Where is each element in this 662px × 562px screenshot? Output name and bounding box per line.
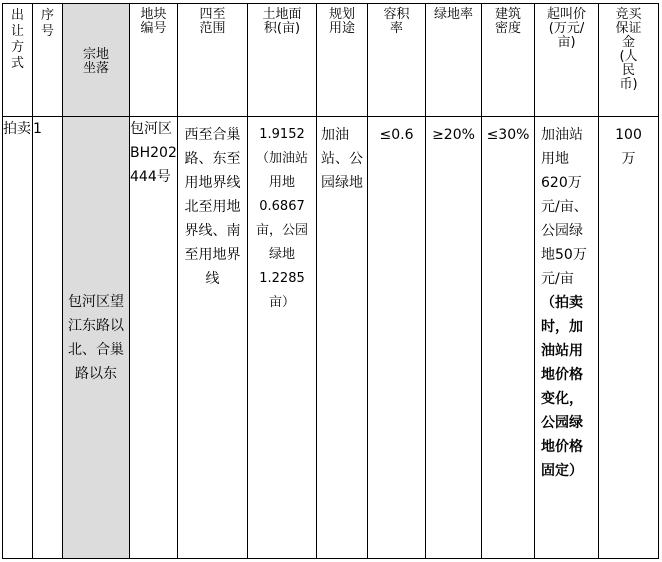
header-bounds: 四至范围 (178, 4, 248, 117)
cell-seq: 1 (33, 117, 63, 559)
header-use: 规划用途 (317, 4, 368, 117)
cell-far: ≤0.6 (368, 117, 426, 559)
cell-method: 拍卖 (3, 117, 33, 559)
price-text: 加油站用地620万元/亩、公园绿地50万元/亩 (541, 127, 588, 287)
price-note: （拍卖时，加油站用地价格变化，公园绿地价格固定） (541, 295, 583, 479)
header-price: 起叫价(万元/亩) (535, 4, 599, 117)
header-plot-no: 地块编号 (130, 4, 178, 117)
header-row (3, 4, 659, 117)
header-area: 土地面积(亩) (248, 4, 317, 117)
header-method: 出让方式 (3, 4, 33, 117)
header-location: 宗地坐落 (63, 4, 130, 117)
cell-use: 加油站、公园绿地 (317, 117, 368, 559)
cell-bounds: 西至合巢路、东至用地界线北至用地界线、南至用地界线 (178, 117, 248, 559)
header-seq: 序号 (33, 4, 63, 117)
cell-area: 1.9152（加油站用地0.6867亩，公园绿地1.2285亩） (248, 117, 317, 559)
land-auction-table (2, 3, 659, 559)
cell-plot-no: 包河区BH202444号 (130, 117, 178, 559)
data-row (3, 117, 659, 559)
header-far: 容积率 (368, 4, 426, 117)
header-green: 绿地率 (426, 4, 482, 117)
cell-deposit: 100万 (599, 117, 659, 559)
header-density: 建筑密度 (482, 4, 535, 117)
cell-price (535, 117, 599, 559)
cell-green: ≥20% (426, 117, 482, 559)
header-deposit: 竞买保证金(人民币) (599, 4, 659, 117)
cell-location: 包河区望江东路以北、合巢路以东 (63, 117, 130, 559)
cell-density: ≤30% (482, 117, 535, 559)
